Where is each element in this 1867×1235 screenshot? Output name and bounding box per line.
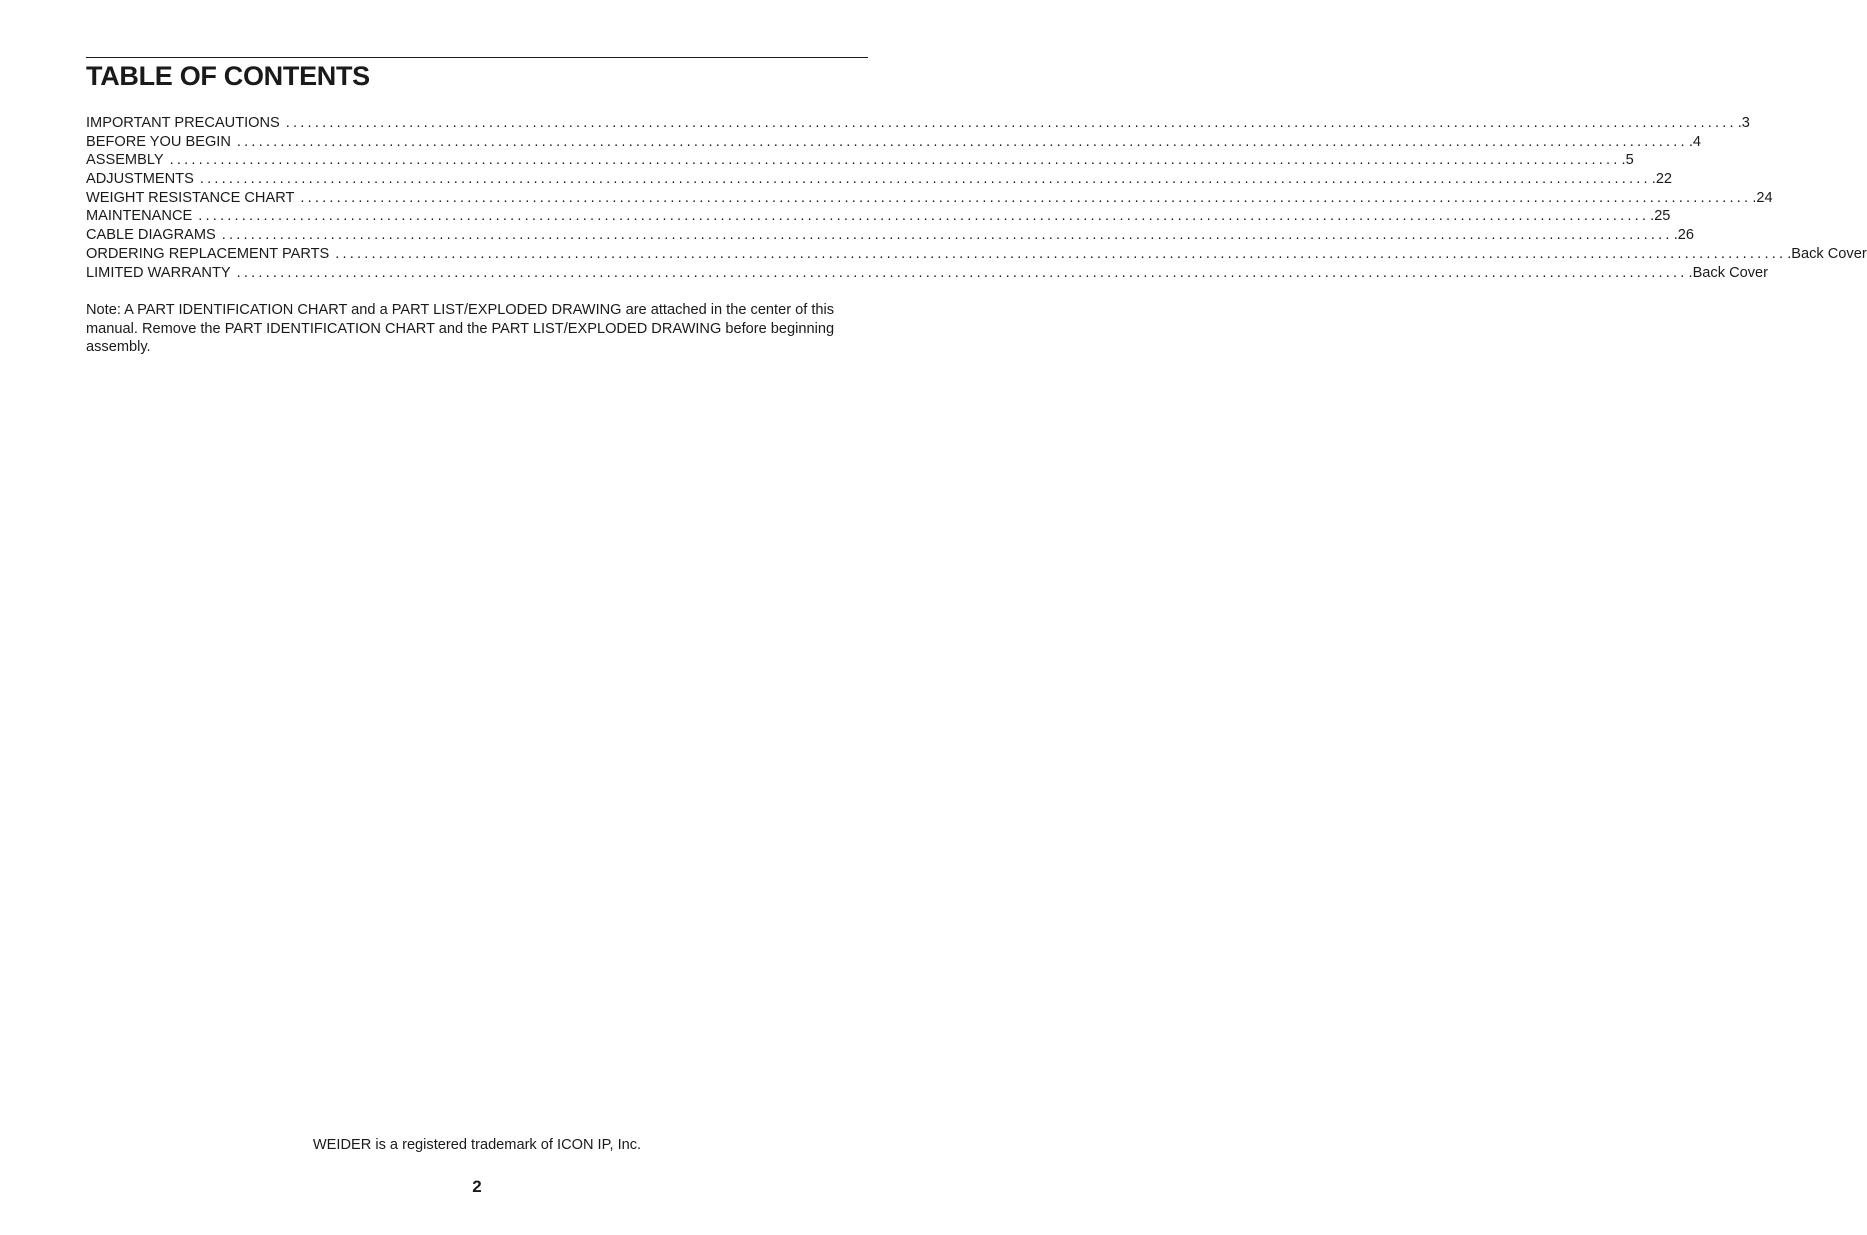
toc-dot-leader: ........................................................................................................................................................................................................ [300,189,1752,206]
toc-entry-label: WEIGHT RESISTANCE CHART [86,189,295,206]
toc-entry-ordering-replacement-parts[interactable] [86,245,1867,264]
toc-entry-limited-warranty[interactable] [86,264,1768,283]
toc-entry-label: ADJUSTMENTS [86,171,194,188]
table-of-contents [86,114,1867,282]
trademark-notice: WEIDER is a registered trademark of ICON IP, Inc. [312,1137,642,1153]
toc-entry-maintenance[interactable] [86,207,1671,226]
toc-dot-leader: ........................................................................................................................................................................................................ [198,208,1650,225]
toc-entry-label: LIMITED WARRANTY [86,264,231,281]
toc-entry-adjustments[interactable] [86,170,1673,189]
toc-entry-page: .Back Cover [1787,245,1867,262]
toc-dot-leader: ........................................................................................................................................................................................................ [221,227,1673,244]
assembly-note: Note: A PART IDENTIFICATION CHART and a PART LIST/EXPLODED DRAWING are attached in the center of this manual. Remove the PART IDENTIFICATION CHART and the PART LIST/EXPLODED DRAWING before beginning assembly. [86,302,835,356]
toc-entry-before-you-begin[interactable] [86,133,1701,152]
toc-entry-assembly[interactable] [86,151,1634,170]
page-number: 2 [472,1177,482,1196]
toc-dot-leader: ........................................................................................................................................................................................................ [169,152,1621,169]
toc-entry-label: ASSEMBLY [86,152,164,169]
toc-dot-leader: ........................................................................................................................................................................................................ [236,264,1688,281]
toc-entry-label: MAINTENANCE [86,208,193,225]
toc-entry-label: CABLE DIAGRAMS [86,227,216,244]
toc-entry-label: ORDERING REPLACEMENT PARTS [86,245,330,262]
toc-entry-page: .24 [1752,189,1773,206]
page-title: TABLE OF CONTENTS [86,61,370,91]
toc-entry-page: .26 [1673,227,1694,244]
toc-dot-leader: ........................................................................................................................................................................................................ [199,171,1651,188]
toc-entry-label: BEFORE YOU BEGIN [86,133,231,150]
toc-entry-page: .4 [1688,133,1701,150]
toc-entry-label: IMPORTANT PRECAUTIONS [86,115,280,131]
toc-entry-page: .3 [1737,115,1750,131]
toc-entry-page: .22 [1651,171,1673,188]
toc-entry-page: .Back Cover [1688,264,1768,281]
toc-dot-leader: ........................................................................................................................................................................................................ [285,115,1737,131]
toc-entry-cable-diagrams[interactable] [86,226,1694,245]
toc-entry-page: .25 [1650,208,1671,225]
toc-dot-leader: ........................................................................................................................................................................................................ [335,245,1787,262]
toc-entry-page: .5 [1621,152,1634,169]
toc-entry-weight-resistance-chart[interactable] [86,189,1773,208]
toc-dot-leader: ........................................................................................................................................................................................................ [236,133,1688,150]
toc-entry-important-precautions[interactable] [86,114,1750,133]
